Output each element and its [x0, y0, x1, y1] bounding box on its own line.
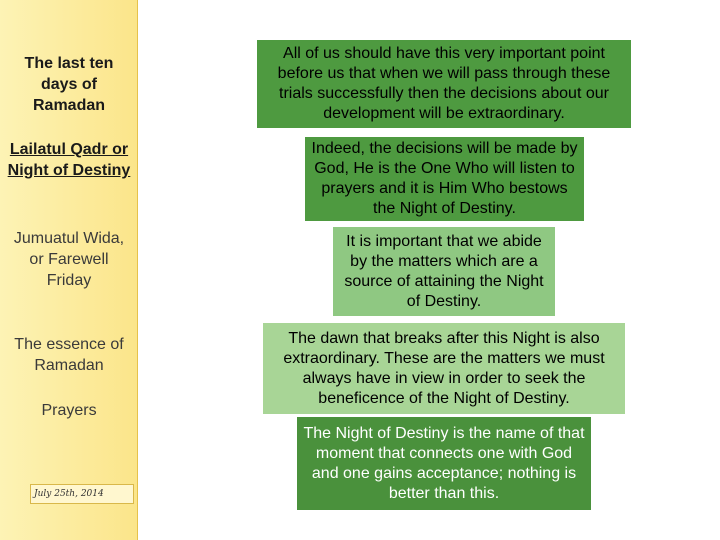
text-box-3-text: It is important that we abide by the matters which are a source of attaining the Night of Destiny. [344, 232, 544, 310]
text-box-5 [297, 417, 591, 510]
text-box-1-text: All of us should have this very important point before us that when we will pass through these trials successfully then the decisions about our development will be extraordinary. [277, 45, 611, 122]
nav-item-last-ten-days[interactable]: The last ten days of Ramadan [24, 55, 114, 114]
text-box-4 [263, 323, 625, 414]
sidebar [0, 0, 138, 540]
text-box-2-text: Indeed, the decisions will be made by God, He is the One Who will listen to prayers and it is Him Who bestows the Night of Destiny. [311, 140, 578, 217]
text-box-4-text: The dawn that breaks after this Night is also extraordinary. These are the matters we must always have in view in order to seek the beneficence of the Night of Destiny. [283, 329, 605, 407]
text-box-5-text: The Night of Destiny is the name of that moment that connects one with God and one gains acceptance; nothing is better than this. [303, 424, 585, 502]
nav-item-essence-of-ramadan[interactable]: The essence of Ramadan [14, 336, 124, 374]
nav-item-jumuatul-wida[interactable]: Jumuatul Wida, or Farewell Friday [13, 230, 125, 289]
text-box-2 [305, 137, 584, 221]
text-box-1 [257, 40, 631, 128]
nav-item-lailatul-qadr[interactable]: Lailatul Qadr or Night of Destiny [7, 141, 131, 179]
date-label: July 25th, 2014 [30, 484, 134, 504]
text-box-3 [333, 227, 555, 316]
nav-item-prayers[interactable]: Prayers [41, 402, 97, 419]
